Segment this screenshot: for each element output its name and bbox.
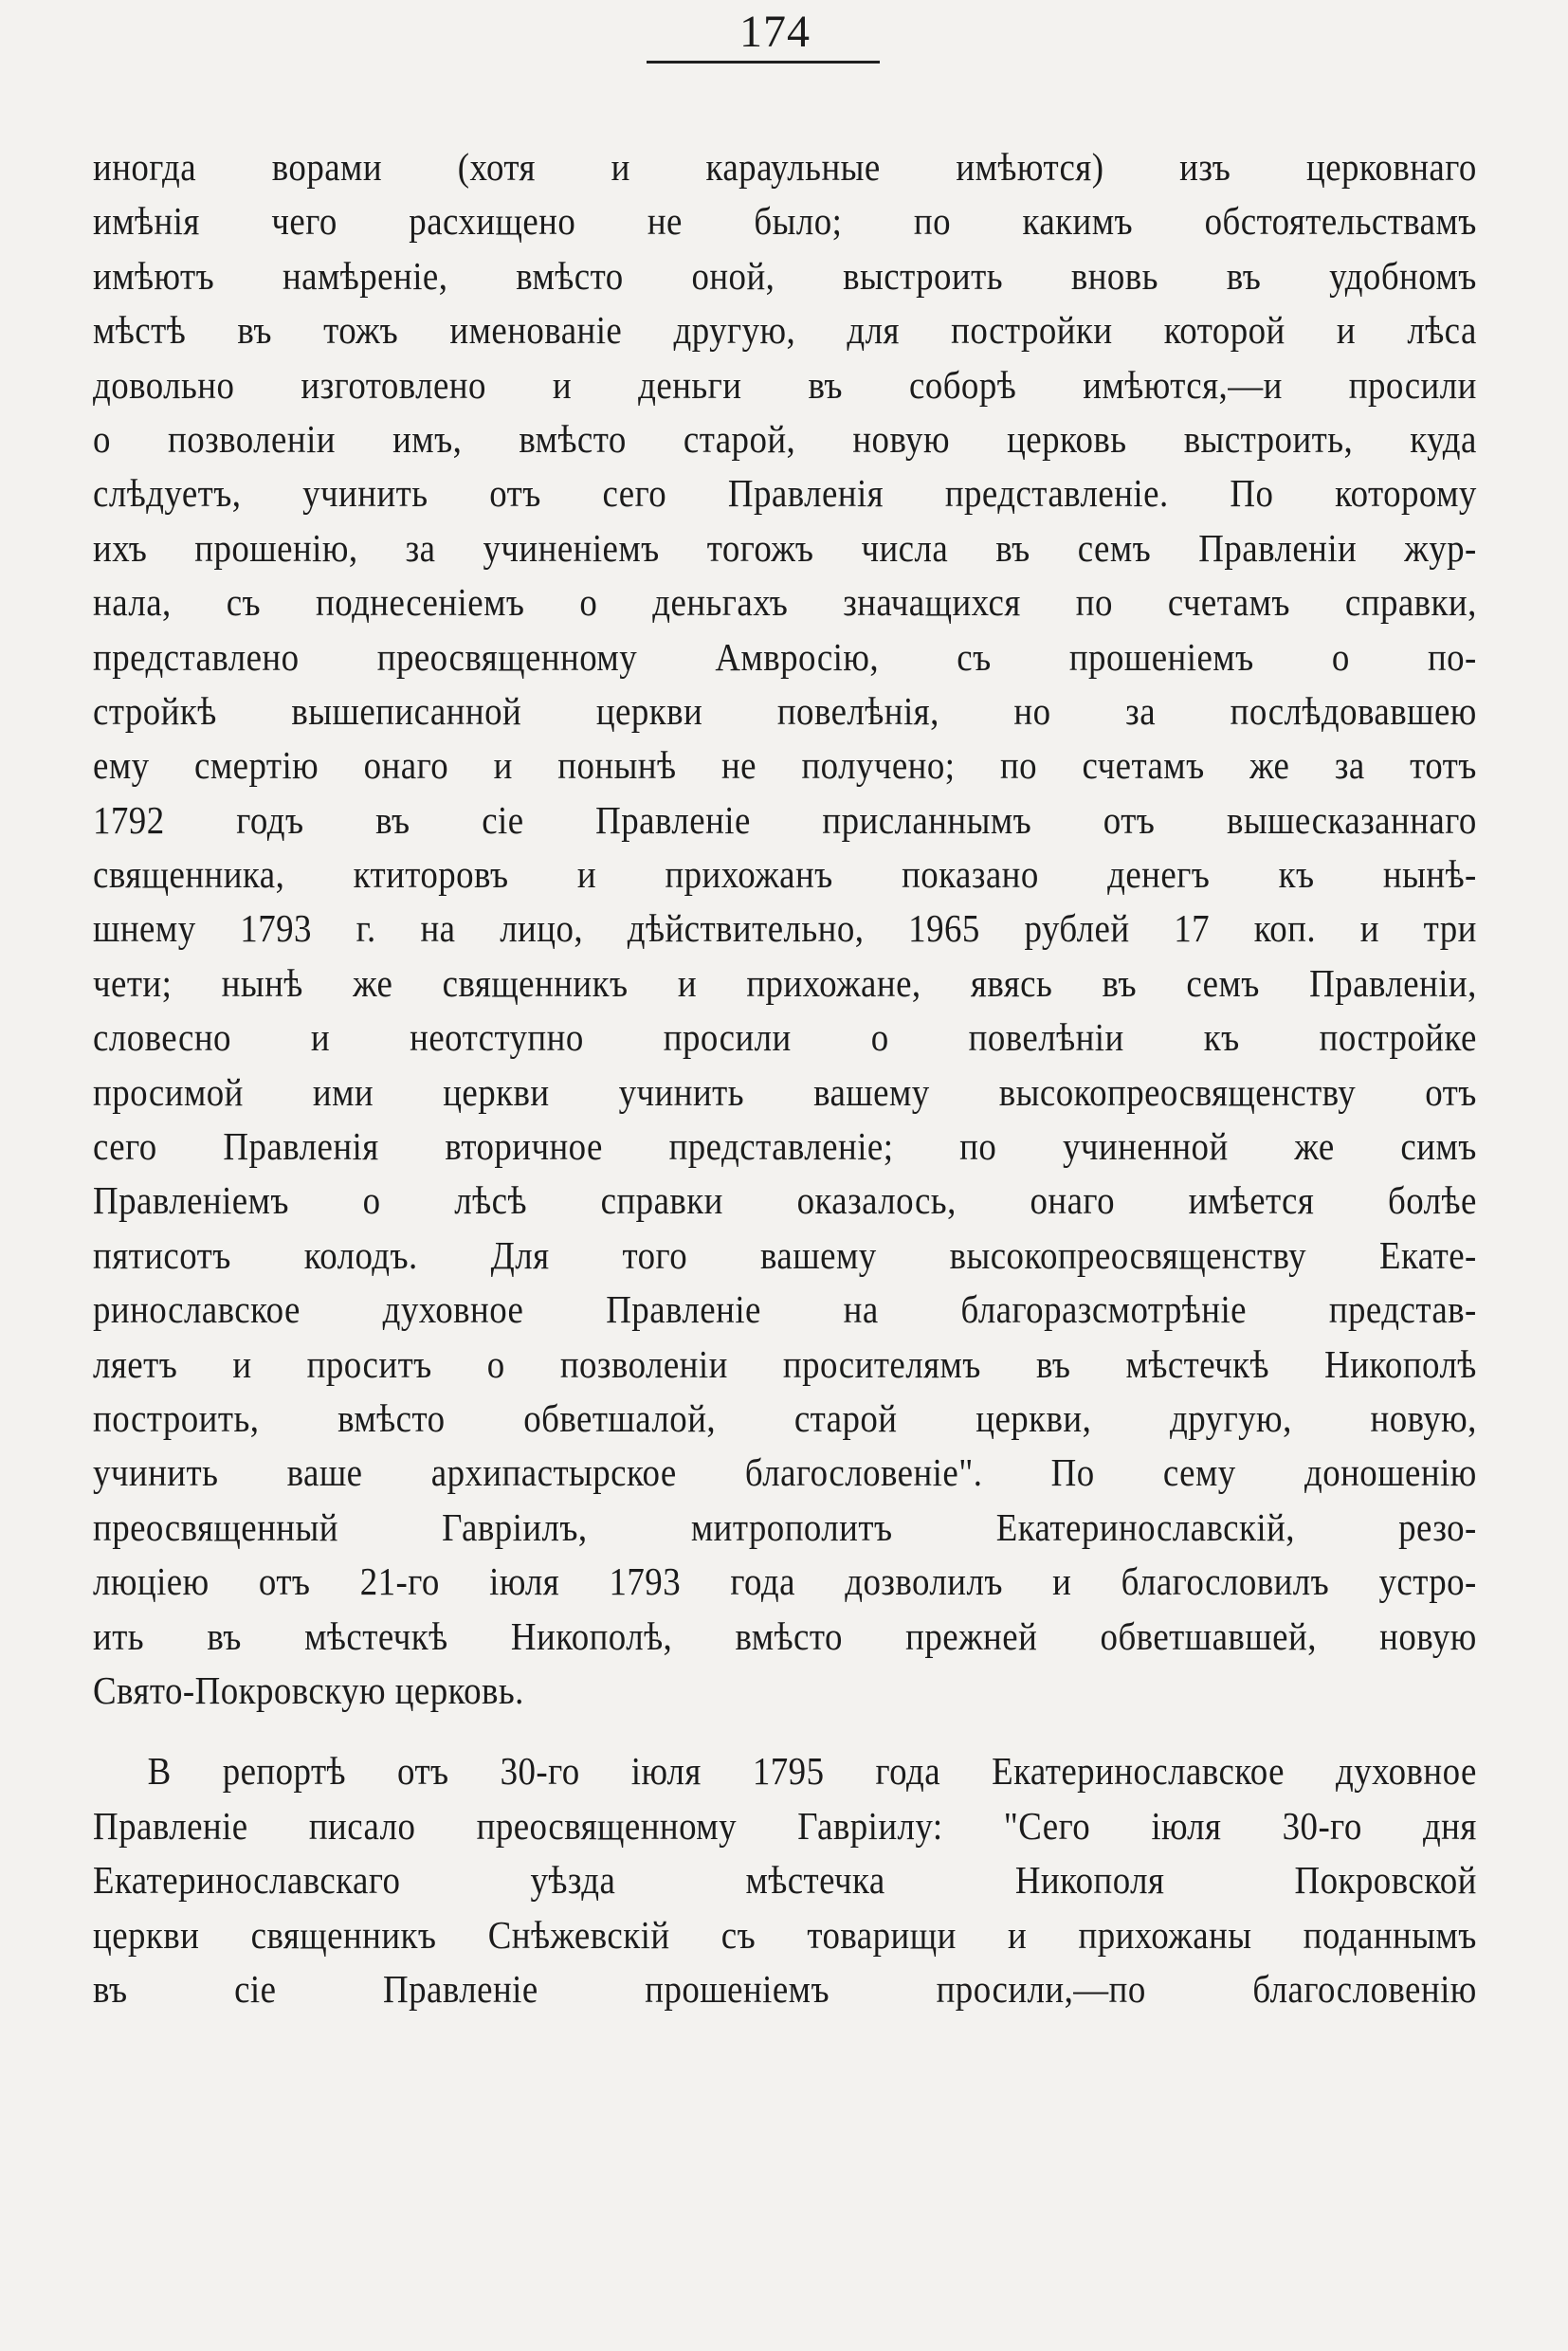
text-line: учинить ваше архипастырское благословеніе". По сему доношенію <box>93 1450 1477 1495</box>
text-line: ить въ мѣстечкѣ Никополѣ, вмѣсто прежней обветшавшей, новую <box>93 1613 1477 1658</box>
text-line: ихъ прошенію, за учиненіемъ тогожъ числа въ семъ Правленіи жур- <box>93 525 1477 570</box>
text-line: люціею отъ 21-го іюля 1793 года дозволилъ и благословилъ устро- <box>93 1559 1477 1604</box>
text-line: чети; нынѣ же священникъ и прихожане, явясь въ семъ Правленіи, <box>93 960 1477 1005</box>
text-line: ляетъ и проситъ о позволеніи просителямъ въ мѣстечкѣ Никополѣ <box>93 1341 1477 1386</box>
body-text <box>93 140 1477 2016</box>
text-line: имѣютъ намѣреніе, вмѣсто оной, выстроить вновь въ удобномъ <box>93 253 1477 298</box>
text-line: въ сіе Правленіе прошеніемъ просили,—по благословенію <box>93 1966 1477 2011</box>
text-line: ему смертію онаго и понынѣ не получено; по счетамъ же за тотъ <box>93 743 1477 788</box>
text-line: построить, вмѣсто обветшалой, старой церкви, другую, новую, <box>93 1395 1477 1440</box>
text-line: довольно изготовлено и деньги въ соборѣ имѣются,—и просили <box>93 362 1477 407</box>
text-line: В репортѣ отъ 30-го іюля 1795 года Екатеринославское духовное <box>147 1749 1477 1794</box>
text-line: преосвященный Гавріилъ, митрополитъ Екатеринославскій, резо- <box>93 1504 1477 1549</box>
text-line: мѣстѣ въ тожъ именованіе другую, для постройки которой и лѣса <box>93 308 1477 353</box>
text-line: стройкѣ вышеписанной церкви повелѣнія, но за послѣдовавшею <box>93 688 1477 733</box>
text-line: Екатеринославскаго уѣзда мѣстечка Никополя Покровской <box>93 1858 1477 1903</box>
header-rule <box>647 61 880 64</box>
text-line: Правленіе писало преосвященному Гавріилу: "Сего іюля 30-го дня <box>93 1803 1477 1848</box>
text-line: представлено преосвященному Амвросію, съ прошеніемъ о по- <box>93 634 1477 679</box>
text-line: пятисотъ колодъ. Для того вашему высокопреосвященству Екате- <box>93 1232 1477 1277</box>
text-line: о позволеніи имъ, вмѣсто старой, новую церковь выстроить, куда <box>93 416 1477 461</box>
text-line: священника, ктиторовъ и прихожанъ показано денегъ къ нынѣ- <box>93 852 1477 897</box>
text-line: Правленіемъ о лѣсѣ справки оказалось, онаго имѣется болѣе <box>93 1178 1477 1223</box>
text-line: церкви священникъ Снѣжевскій съ товарищи и прихожаны поданнымъ <box>93 1912 1477 1957</box>
text-line: просимой ими церкви учинить вашему высокопреосвященству отъ <box>93 1069 1477 1114</box>
text-line: 1792 годъ въ сіе Правленіе присланнымъ отъ вышесказаннаго <box>93 797 1477 842</box>
text-line: словесно и неотступно просили о повелѣніи къ постройке <box>93 1015 1477 1060</box>
paragraph-gap <box>93 1718 1477 1744</box>
text-line: ринославское духовное Правленіе на благоразсмотрѣніе представ- <box>93 1287 1477 1332</box>
text-line: нала, съ поднесеніемъ о деньгахъ значащихся по счетамъ справки, <box>93 580 1477 625</box>
text-line: имѣнія чего расхищено не было; по какимъ обстоятельствамъ <box>93 199 1477 244</box>
paragraph-1 <box>93 140 1477 1718</box>
text-line: сего Правленія вторичное представленіе; по учиненной же симъ <box>93 1124 1477 1169</box>
text-line: слѣдуетъ, учинить отъ сего Правленія представленіе. По которому <box>93 471 1477 516</box>
text-line: Свято-Покровскую церковь. <box>93 1668 524 1712</box>
paragraph-2 <box>93 1744 1477 2016</box>
page-number: 174 <box>739 7 811 57</box>
text-line: иногда ворами (хотя и караульные имѣются) изъ церковнаго <box>93 145 1477 189</box>
text-line: шнему 1793 г. на лицо, дѣйствительно, 1965 рублей 17 коп. и три <box>93 906 1477 951</box>
